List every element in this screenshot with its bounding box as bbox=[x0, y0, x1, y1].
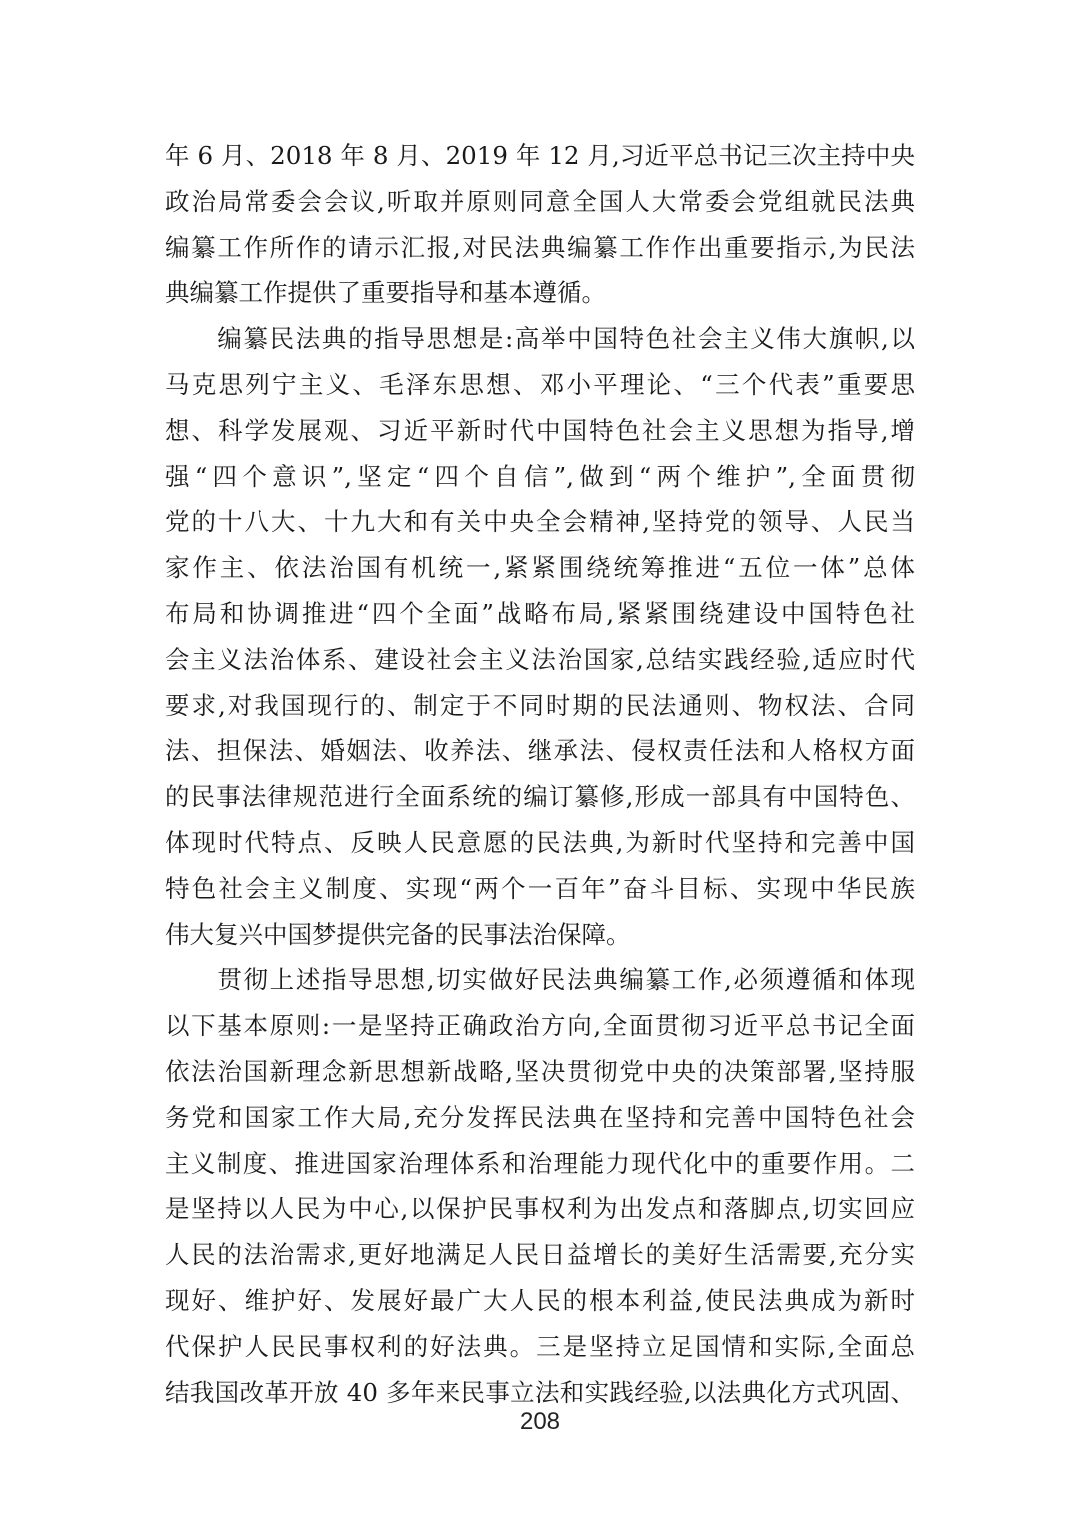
text-line: 想、科学发展观、习近平新时代中国特色社会主义思想为指导,增 bbox=[165, 415, 915, 445]
text-line: 马克思列宁主义、毛泽东思想、邓小平理论、“三个代表”重要思 bbox=[165, 369, 915, 399]
text-line: 要求,对我国现行的、制定于不同时期的民法通则、物权法、合同 bbox=[165, 690, 915, 720]
text-line: 强“四个意识”,坚定“四个自信”,做到“两个维护”,全面贯彻 bbox=[165, 461, 915, 491]
text-line: 政治局常委会会议,听取并原则同意全国人大常委会党组就民法典 bbox=[165, 186, 915, 216]
text-line: 以下基本原则:一是坚持正确政治方向,全面贯彻习近平总书记全面 bbox=[165, 1011, 915, 1041]
text-line: 法、担保法、婚姻法、收养法、继承法、侵权责任法和人格权方面 bbox=[165, 736, 915, 766]
text-line: 特色社会主义制度、实现“两个一百年”奋斗目标、实现中华民族 bbox=[165, 873, 915, 903]
text-line: 会主义法治体系、建设社会主义法治国家,总结实践经验,适应时代 bbox=[165, 644, 915, 674]
text-line: 务党和国家工作大局,充分发挥民法典在坚持和完善中国特色社会 bbox=[165, 1102, 915, 1132]
text-line: 依法治国新理念新思想新战略,坚决贯彻党中央的决策部署,坚持服 bbox=[165, 1056, 915, 1086]
text-line: 年 6 月、2018 年 8 月、2019 年 12 月,习近平总书记三次主持中央 bbox=[165, 141, 915, 170]
text-line: 的民事法律规范进行全面系统的编订纂修,形成一部具有中国特色、 bbox=[165, 782, 915, 812]
text-line: 体现时代特点、反映人民意愿的民法典,为新时代坚持和完善中国 bbox=[165, 827, 915, 857]
text-line: 人民的法治需求,更好地满足人民日益增长的美好生活需要,充分实 bbox=[165, 1240, 915, 1270]
text-line: 编纂工作所作的请示汇报,对民法典编纂工作作出重要指示,为民法 bbox=[165, 232, 915, 262]
text-line: 典编纂工作提供了重要指导和基本遵循。 bbox=[165, 278, 606, 308]
text-line: 布局和协调推进“四个全面”战略布局,紧紧围绕建设中国特色社 bbox=[165, 598, 915, 628]
text-line: 现好、维护好、发展好最广大人民的根本利益,使民法典成为新时 bbox=[165, 1285, 915, 1315]
text-line: 贯彻上述指导思想,切实做好民法典编纂工作,必须遵循和体现 bbox=[165, 965, 915, 995]
text-line: 编纂民法典的指导思想是:高举中国特色社会主义伟大旗帜,以 bbox=[165, 324, 915, 354]
text-line: 是坚持以人民为中心,以保护民事权利为出发点和落脚点,切实回应 bbox=[165, 1194, 915, 1224]
text-line: 家作主、依法治国有机统一,紧紧围绕统筹推进“五位一体”总体 bbox=[165, 553, 915, 583]
text-line: 伟大复兴中国梦提供完备的民事法治保障。 bbox=[165, 919, 631, 949]
text-line: 代保护人民民事权利的好法典。三是坚持立足国情和实际,全面总 bbox=[165, 1331, 915, 1361]
text-line: 主义制度、推进国家治理体系和治理能力现代化中的重要作用。二 bbox=[165, 1148, 915, 1178]
page-number: 208 bbox=[519, 1408, 561, 1435]
body-text bbox=[165, 133, 915, 1415]
text-line: 结我国改革开放 40 多年来民事立法和实践经验,以法典化方式巩固、 bbox=[165, 1377, 915, 1407]
text-line: 党的十八大、十九大和有关中央全会精神,坚持党的领导、人民当 bbox=[165, 507, 915, 537]
